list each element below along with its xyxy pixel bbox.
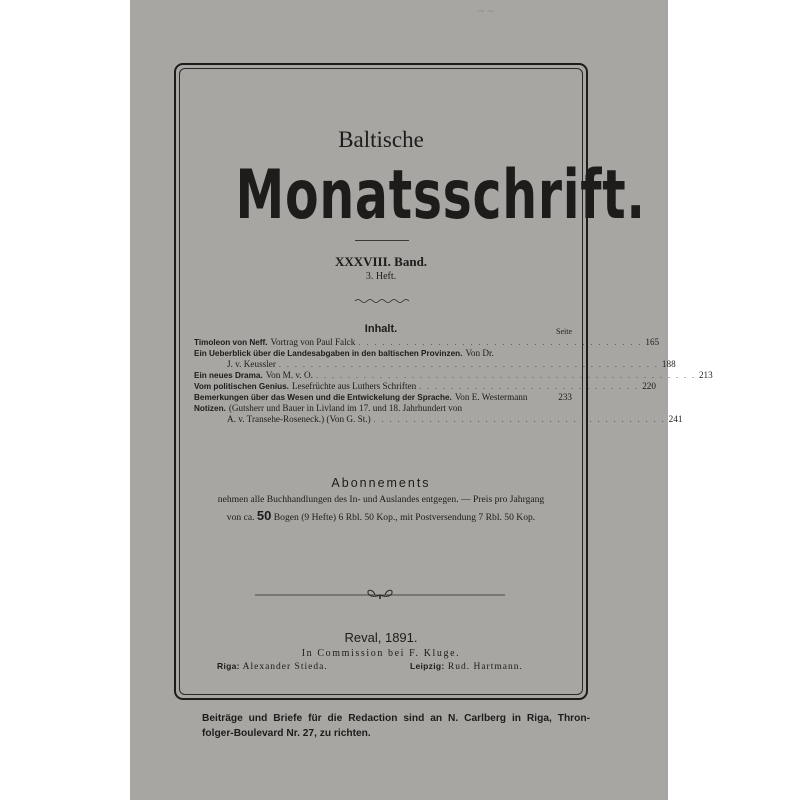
table-of-contents (194, 337, 713, 425)
distributor-riga: Riga: Alexander Stieda. (217, 661, 328, 672)
toc-entry[interactable]: Vom politischen Genius. Lesefrüchte aus Luthers Schriften . . . . . . . . . . . . . . . . . . . . . . . . . . . . 220 (194, 381, 656, 391)
subscription-sheet-count: 50 (256, 508, 272, 523)
toc-entry[interactable]: Ein Ueberblick über die Landesabgaben in den baltischen Provinzen. Von Dr. (194, 348, 494, 358)
wavy-divider (355, 298, 409, 304)
subscription-heading: Abonnements (331, 476, 431, 490)
toc-entry[interactable]: A. v. Transehe-Roseneck.) (Von G. St.) . . . . . . . . . . . . . . . . . . . . . . . . . . . . . . . . . . . . . 241 (227, 414, 683, 424)
subscription-line-1: nehmen alle Buchhandlungen des In- und Auslandes entgegen. — Preis pro Jahrgang (217, 494, 545, 505)
ornamental-divider (255, 587, 505, 603)
subscription-line-2: von ca. 50 Bogen (9 Hefte) 6 Rbl. 50 Kop., mit Postversendung 7 Rbl. 50 Kop. (226, 508, 536, 523)
toc-page-heading: Seite (556, 327, 572, 336)
journal-subtitle: Baltische (338, 127, 424, 152)
issue-label: 3. Heft. (365, 271, 397, 282)
toc-entry[interactable]: Bemerkungen über das Wesen und die Entwickelung der Sprache. Von E. Westermann 233 (194, 392, 572, 402)
toc-entry[interactable]: J. v. Keussler . . . . . . . . . . . . . . . . . . . . . . . . . . . . . . . . . . . . . . . . . . . . . . . . 188 (227, 359, 676, 369)
pencil-mark: ~ ~ (478, 4, 494, 18)
commission-note: In Commission bei F. Kluge. (301, 648, 461, 659)
publication-place: Reval, 1891. (344, 630, 418, 645)
toc-entry[interactable]: Notizen. (Gutsherr und Bauer in Livland im 17. und 18. Jahrhundert von (194, 403, 463, 413)
distributor-leipzig: Leipzig: Rud. Hartmann. (410, 661, 523, 672)
title-divider (355, 240, 409, 241)
toc-entry[interactable]: Timoleon von Neff. Vortrag von Paul Falck . . . . . . . . . . . . . . . . . . . . . . . . . . . . . . . . . . . . 165 (194, 337, 660, 347)
toc-heading: Inhalt. (364, 323, 398, 335)
volume-label: XXXVIII. Band. (334, 254, 428, 269)
journal-title: Monatsschrift. (235, 156, 646, 235)
submission-note: Beiträge und Briefe für die Redaction sind an N. Carlberg in Riga, Thron- folger-Boulevard Nr. 27, zu richten. (202, 713, 590, 739)
toc-entry[interactable]: Ein neues Drama. Von M. v. O. . . . . . . . . . . . . . . . . . . . . . . . . . . . . . . . . . . . . . . . . . . . . . . . . 213 (194, 370, 713, 380)
